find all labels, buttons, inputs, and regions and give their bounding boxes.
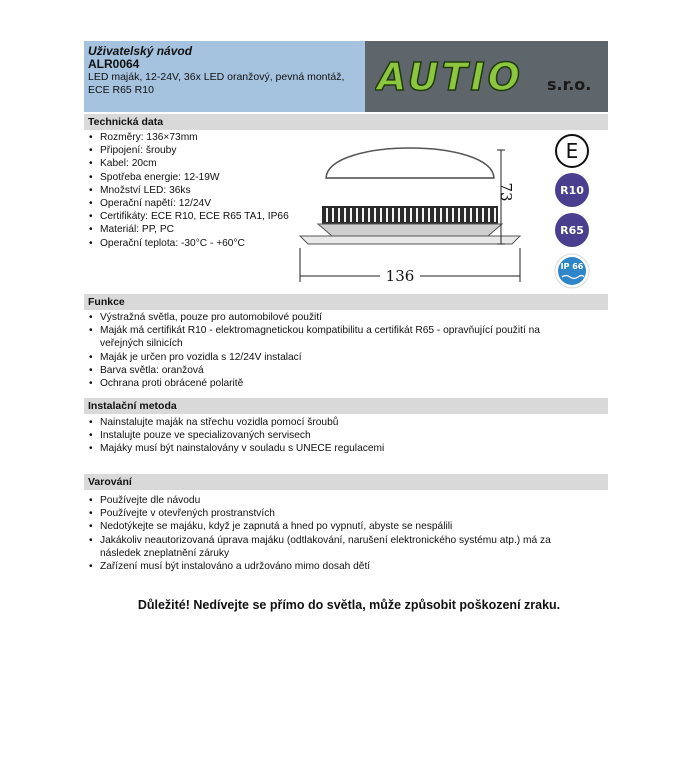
header-logo-panel	[365, 41, 608, 112]
important-warning: Důležité! Nedívejte se přímo do světla, může způsobit poškození zraku.	[137, 598, 561, 612]
list-item: • Používejte dle návodu	[84, 494, 584, 507]
list-item: • Používejte v otevřených prostranstvích	[84, 507, 584, 520]
list-item: • Instalujte pouze ve specializovaných servisech	[84, 429, 584, 442]
width-dimension-label: 136	[385, 267, 415, 285]
beacon-mount-base	[318, 224, 502, 236]
beacon-dome	[326, 148, 494, 178]
list-item: • Zařízení musí být instalováno a udržováno mimo dosah dětí	[84, 560, 584, 573]
svg-text:IP 66: IP 66	[560, 262, 584, 271]
svg-text:R65: R65	[560, 224, 584, 237]
warnings-heading: Varování	[84, 474, 608, 490]
list-item: • Připojení: šrouby	[84, 144, 289, 157]
height-dimension-label: 73	[497, 182, 515, 202]
tech-data-heading: Technická data	[84, 114, 608, 130]
r65-badge	[555, 213, 589, 247]
e-mark-badge	[556, 135, 588, 167]
list-item: • Materiál: PP, PC	[84, 223, 289, 236]
list-item: • Majáky musí být nainstalovány v souladu s UNECE regulacemi	[84, 442, 584, 455]
logo-suffix-text: s.r.o.	[547, 75, 592, 94]
list-item: • Maják je určen pro vozidla s 12/24V instalací	[84, 351, 584, 364]
r10-badge	[555, 173, 589, 207]
list-item: • Barva světla: oranžová	[84, 364, 584, 377]
header-info-panel	[84, 41, 365, 112]
logo-main-text: AUTIO	[377, 57, 523, 97]
tech-data-list	[84, 131, 289, 250]
list-item: • Nainstalujte maják na střechu vozidla pomocí šroubů	[84, 416, 584, 429]
svg-text:R10: R10	[560, 184, 584, 197]
list-item: • Výstražná světla, pouze pro automobilové použití	[84, 311, 584, 324]
installation-heading: Instalační metoda	[84, 398, 608, 414]
list-item: • Spotřeba energie: 12-19W	[84, 171, 289, 184]
installation-list	[84, 416, 584, 456]
list-item: • Jakákoliv neautorizovaná úprava majáku (odtlakování, narušení elektronického systému atp.) má za následek zneplatnění záruky	[84, 534, 584, 560]
list-item: • Maják má certifikát R10 - elektromagnetickou kompatibilitu a certifikát R65 - opravňující použití na veřejných silnicích	[84, 324, 584, 350]
list-item: • Operační teplota: -30°C - +60°C	[84, 237, 289, 250]
list-item: • Certifikáty: ECE R10, ECE R65 TA1, IP66	[84, 210, 289, 223]
list-item: • Nedotýkejte se majáku, když je zapnutá a hned po vypnutí, abyste se nespálili	[84, 520, 584, 533]
autio-logo	[375, 57, 605, 97]
beacon-dimension-drawing	[296, 132, 522, 287]
beacon-foot	[300, 236, 520, 244]
product-description: LED maják, 12-24V, 36x LED oranžový, pevná montáž, ECE R65 R10	[88, 71, 345, 96]
svg-text:E: E	[565, 139, 579, 163]
list-item: • Rozměry: 136×73mm	[84, 131, 289, 144]
list-item: • Ochrana proti obrácené polaritě	[84, 377, 584, 390]
warnings-list	[84, 494, 584, 573]
product-code: ALR0064	[88, 57, 140, 71]
list-item: • Množství LED: 36ks	[84, 184, 289, 197]
certification-badges	[552, 133, 594, 293]
function-list	[84, 311, 584, 390]
list-item: • Operační napětí: 12/24V	[84, 197, 289, 210]
ip66-badge	[555, 254, 589, 288]
document-header	[84, 41, 608, 112]
function-heading: Funkce	[84, 294, 608, 310]
document-title: Uživatelský návod	[88, 44, 193, 58]
list-item: • Kabel: 20cm	[84, 157, 289, 170]
